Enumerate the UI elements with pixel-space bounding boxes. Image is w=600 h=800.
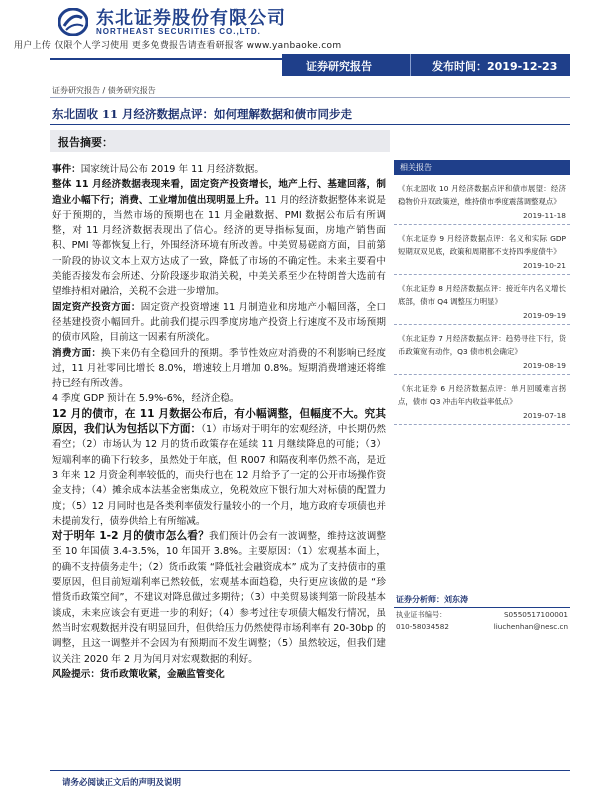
company-logo-icon xyxy=(58,8,88,36)
related-reports-sidebar xyxy=(394,160,570,425)
related-report-date: 2019-09-19 xyxy=(523,311,566,320)
report-body xyxy=(52,162,386,682)
related-report-date: 2019-10-21 xyxy=(523,261,566,270)
event-text: 国家统计局公布 2019 年 11 月经济数据。 xyxy=(80,164,264,175)
related-report-date: 2019-11-18 xyxy=(523,211,566,220)
related-report-link[interactable]: 《东北证券 9 月经济数据点评：名义和实际 GDP 短期双双见底，政策和周期都不支持四季度债牛》 xyxy=(398,234,566,256)
related-report-link[interactable]: 《东北固收 10 月经济数据点评和债市展望：经济稳物价升双政策逆，维持债市季度震荡调整观点》 xyxy=(398,184,566,206)
analyst-license-row xyxy=(394,608,570,620)
analyst-phone: 010-58034582 xyxy=(396,622,449,631)
header-band-divider xyxy=(410,54,411,76)
license-label: 执业证书编号： xyxy=(396,610,447,619)
december-bond-text: （1）市场对于明年的宏观经济，中长期仍然看空；（2）市场认为 12 月的货币政策存在延续 11 月继续降息的可能；（3）短端利率的确下行较多，虽然处于年底，但 R007 和隔夜利率仍然不高，是近 3 年来 12 月资金利率较低的，而央行也在 12 月给予了一定的公开市场操作资金支持；（4）摊余成本法基金密集成立，免税效应下银行加大对标债的配置力度；（5）12 月同时也是各类利率债发行量较小的一个月，地方政府专项债也并未提前发行，债券供给上有所缩减。 xyxy=(52,424,386,527)
related-report-link[interactable]: 《东北证券 8 月经济数据点评：接近年内名义增长底部，债市 Q4 调整压力明显》 xyxy=(398,284,566,306)
gdp-paragraph: 4 季度 GDP 预计在 5.9%-6%，经济企稳。 xyxy=(52,393,240,405)
risk-label: 风险提示： xyxy=(52,668,100,680)
event-label: 事件： xyxy=(52,164,81,175)
outlook-text: 我们预计仍会有一波调整，维持这波调整至 10 年国债 3.4-3.5%，10 年国开 3.8%。主要原因：（1）宏观基本面上，的确不支持债务走牛；（2）货币政策 “降低社会融资成本” 成为了支持债市的重要原因，但目前短端利率已然较低，宏观基本面趋稳，央行更应该做的是 “珍惜货币政策空间”，不建议对降息做过多期待；（3）中美贸易谈判第一阶段基本谈成，未来应该会有更进一步的利好；（4）参考过往专项债大幅发行情况，虽然当时宏观数据并没有明显回升，但供给压力仍然使得市场利率有 20-30bp 的调整，且这一调整并不会因为有预期而不发生调整；（5）虽然较远，但我们建议关注 2020 年 2 月为闰月对宏观数据的利好。 xyxy=(52,531,387,665)
event-paragraph xyxy=(52,162,386,177)
license-number: S0550517100001 xyxy=(503,610,568,619)
consumption-label: 消费方面： xyxy=(52,347,102,359)
related-report-link[interactable]: 《东北证券 7 月经济数据点评：趋势寻往下行，货币政策宽有动作，Q3 债市机会确定》 xyxy=(398,334,566,356)
upload-notice: 用户上传 仅限个人学习使用 更多免费报告请查看研报客 www.yanbaoke.com xyxy=(14,41,342,51)
report-type-label: 证券研究报告 xyxy=(306,60,372,73)
breadcrumb-rule xyxy=(50,97,570,98)
december-bond-paragraph xyxy=(52,407,386,529)
related-report-date: 2019-07-18 xyxy=(523,411,566,420)
investment-label: 固定资产投资方面： xyxy=(52,301,141,313)
related-report-date: 2019-08-19 xyxy=(523,361,566,370)
company-name-en: NORTHEAST SECURITIES CO.,LTD. xyxy=(96,27,261,36)
publish-date: 发布时间：2019-12-23 xyxy=(432,60,558,73)
analyst-heading: 证券分析师：刘东涛 xyxy=(394,592,570,608)
breadcrumb: 证券研究报告 / 债务研究报告 xyxy=(52,86,156,95)
consumption-paragraph xyxy=(52,346,386,392)
overview-lead: 整体 11 月经济数据表现来看，固定资产投资增长，地产上行、基建回落，制造业小幅下行；消费、工业增加值出现明显上升。 xyxy=(52,179,386,206)
overview-paragraph xyxy=(52,177,386,299)
summary-label: 报告摘要： xyxy=(58,136,113,149)
consumption-text: 换下来仍有全稳回升的预期。季节性效应对消费的不利影响已经度过，11 月社零同比增长 8.0%，增速较上月增加 0.8%。短期消费增速还将维持已经有所改善。 xyxy=(52,347,387,390)
risk-paragraph xyxy=(52,667,386,682)
outlook-paragraph xyxy=(52,529,386,667)
title-rule xyxy=(50,124,570,125)
risk-text: 货币政策收紧，金融监管变化 xyxy=(99,668,225,680)
outlook-lead: 对于明年 1-2 月的债市怎么看？ xyxy=(52,530,210,543)
related-reports-heading: 相关报告 xyxy=(394,160,570,175)
investment-paragraph xyxy=(52,300,386,346)
investment-text: 固定资产投资增速 11 月制造业和房地产小幅回落，全口径基建投资小幅回升。此前我们提示四季度房地产投资上行速度不及市场预期的债市风险，目前这一因素有所淡化。 xyxy=(52,301,386,344)
related-report-link[interactable]: 《东北证券 6 月经济数据点评：单月回暖难言拐点，债市 Q3 冲击年内收益率低点》 xyxy=(398,384,566,406)
report-title: 东北固收 11 月经济数据点评：如何理解数据和债市同步走 xyxy=(52,107,353,121)
sidebar-divider xyxy=(394,424,570,425)
analyst-email[interactable]: liuchenhan@nesc.cn xyxy=(493,622,568,631)
disclaimer-footer: 请务必阅读正文后的声明及说明 xyxy=(62,778,182,788)
analyst-info xyxy=(394,592,570,631)
december-bond-lead: 12 月的债市，在 11 月数据公布后，有小幅调整，但幅度不大。究其原因，我们认为包括以下方面： xyxy=(52,407,386,436)
overview-text: 11 月的经济数据整体来说是好于预期的，当然市场的预期也在 11 月金融数据、PMI 数据公布后有所调整，对 11 月经济数据表现出了信心。经济的更导指标复面，房地产销售面积、PMI 等都恢复上行，外围经济环境有所改善。中美贸易磋商方面，目前第一阶段的协议文本上双方达成了一致，降低了市场的不确定性。未来主要看中美能否接发布会所述、分阶段逐步取消关税，中美关系至少在特朗普大选前有望维持相对融洽，关税不会进一步增加。 xyxy=(52,194,387,298)
footer-rule xyxy=(50,770,570,771)
company-name-cn: 东北证券股份有限公司 xyxy=(96,8,286,29)
analyst-contact-row xyxy=(394,620,570,631)
